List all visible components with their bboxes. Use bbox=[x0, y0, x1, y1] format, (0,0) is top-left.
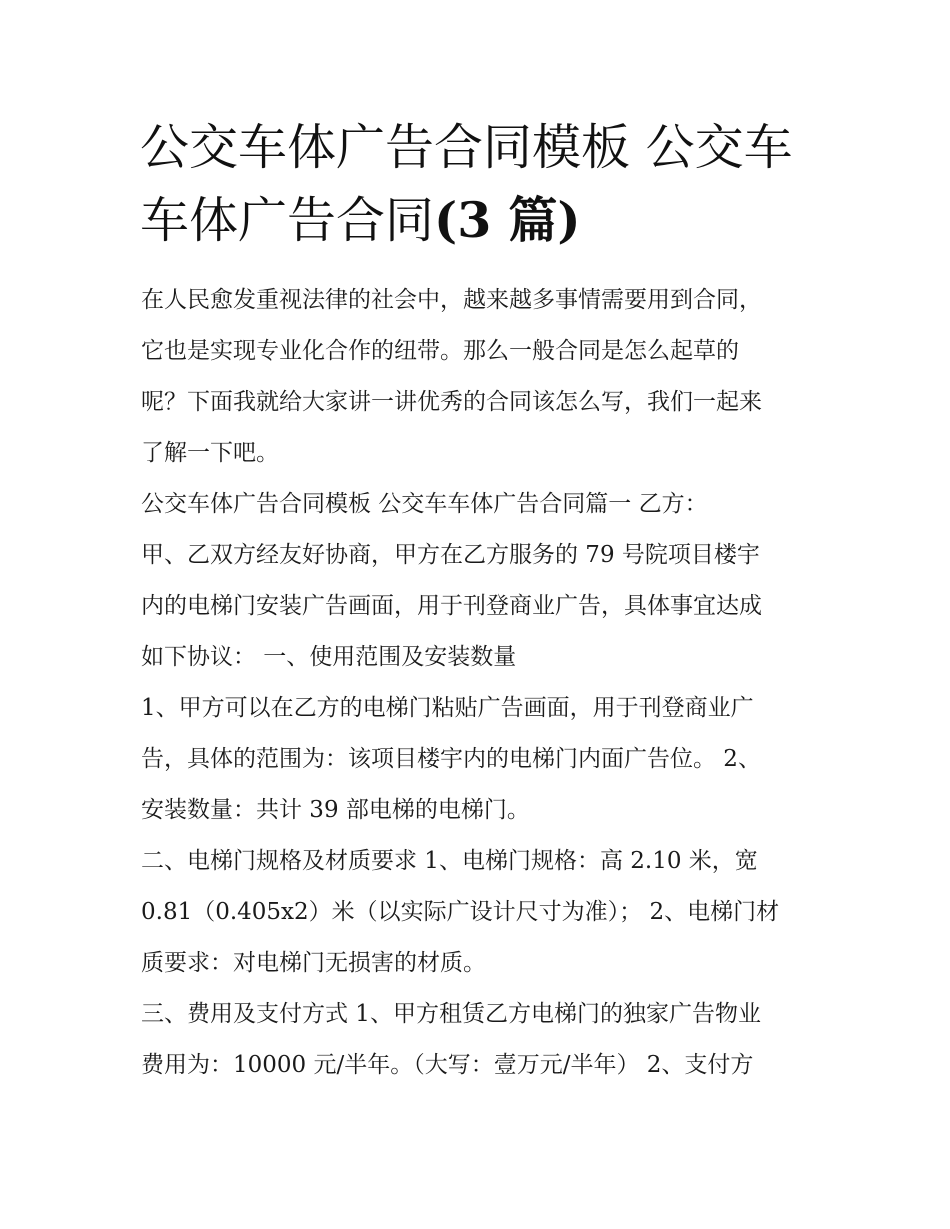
body-line: 0.81（0.405x2）米（以实际广设计尺寸为准）； 2、电梯门材 bbox=[141, 899, 780, 925]
body-line: 质要求：对电梯门无损害的材质。 bbox=[141, 950, 486, 976]
body-line: 二、电梯门规格及材质要求 1、电梯门规格：高 2.10 米，宽 bbox=[141, 848, 758, 874]
body-line: 了解一下吧。 bbox=[141, 440, 279, 466]
title-line-1: 公交车体广告合同模板 公交车 bbox=[140, 119, 793, 176]
document-title bbox=[140, 112, 830, 257]
body-line: 1、甲方可以在乙方的电梯门粘贴广告画面，用于刊登商业广 bbox=[141, 695, 754, 721]
body-line: 甲、乙双方经友好协商，甲方在乙方服务的 79 号院项目楼宇 bbox=[141, 542, 760, 568]
title-line-2-count: (3 篇) bbox=[434, 191, 581, 249]
body-line: 它也是实现专业化合作的纽带。那么一般合同是怎么起草的 bbox=[141, 338, 739, 364]
body-line: 如下协议： 一、使用范围及安装数量 bbox=[141, 644, 517, 670]
body-line: 内的电梯门安装广告画面，用于刊登商业广告，具体事宜达成 bbox=[141, 593, 762, 619]
body-line: 告，具体的范围为：该项目楼宇内的电梯门内面广告位。 2、 bbox=[141, 746, 761, 772]
body-line: 在人民愈发重视法律的社会中，越来越多事情需要用到合同， bbox=[141, 287, 762, 313]
body-line: 呢？下面我就给大家讲一讲优秀的合同该怎么写，我们一起来 bbox=[141, 389, 762, 415]
body-line: 费用为：10000 元/半年。（大写：壹万元/半年） 2、支付方 bbox=[141, 1052, 754, 1078]
document-body bbox=[141, 278, 831, 1094]
title-line-2 bbox=[140, 184, 830, 257]
body-line: 公交车体广告合同模板 公交车车体广告合同篇一 乙方： bbox=[141, 491, 708, 517]
title-line-2-text: 车体广告合同 bbox=[140, 192, 435, 249]
body-line: 安装数量：共计 39 部电梯的电梯门。 bbox=[141, 797, 530, 823]
body-line: 三、费用及支付方式 1、甲方租赁乙方电梯门的独家广告物业 bbox=[141, 1001, 761, 1027]
